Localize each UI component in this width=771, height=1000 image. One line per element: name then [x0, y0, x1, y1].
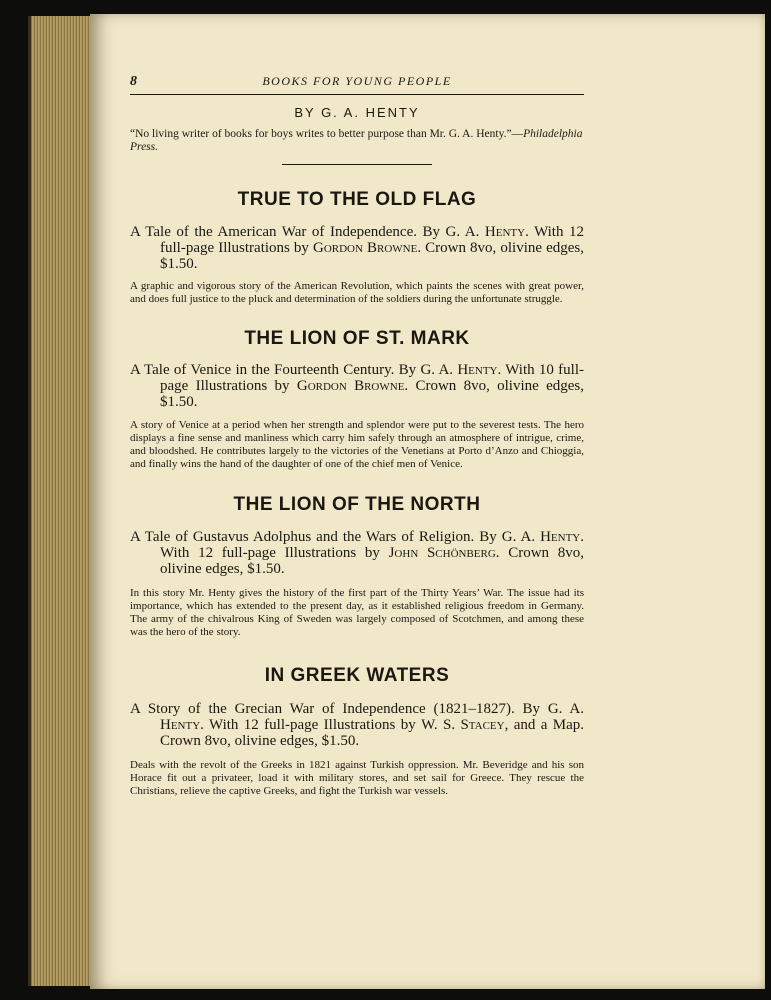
desc-text: A Tale of Gustavus Adolphus and the Wars of Religion. By [130, 529, 502, 545]
book-title: IN GREEK WATERS [264, 665, 450, 686]
desc-text: Crown 8vo, olivine edges, $1.50. [160, 378, 584, 410]
epigraph-source: Philadelphia Press. [130, 128, 583, 153]
book-description [130, 362, 584, 410]
desc-text: A Tale of the American War of Independence. By [130, 224, 446, 240]
book-description [130, 224, 584, 272]
header-rule [130, 94, 584, 95]
desc-text: and a Map. Crown 8vo, olivine edges, $1.50. [160, 717, 585, 749]
desc-text: Crown 8vo, olivine edges, $1.50. [160, 240, 584, 272]
illustrator-name: Gordon Browne. [313, 240, 422, 256]
desc-text: With 12 full-page Illustrations by [203, 717, 422, 733]
book-blurb: A story of Venice at a period when her strength and splendor were put to the severest tests. The hero displays a fine sense and manliness which carry him safely through an atmosphere of intrigue, crime, and bloodshed. He contributes largely to the victories of the Venetians at Porto d’Anzo and Chioggia, and finally wins the hand of the daughter of one of the chief men of Venice. [130, 419, 584, 470]
author-name: G. A. Henty. [420, 362, 502, 378]
book-description [130, 529, 584, 577]
running-head [130, 72, 584, 94]
book-blurb: Deals with the revolt of the Greeks in 1821 against Turkish oppression. Mr. Beveridge and his son Horace fit out a privateer, load it with military stores, and set sail for Greece. They rescue the Christians, relieve the captive Greeks, and fight the Turkish war vessels. [130, 759, 584, 797]
book-title: THE LION OF ST. MARK [244, 328, 470, 349]
desc-text: A Tale of Venice in the Fourteenth Century. By [130, 362, 421, 378]
desc-text: Crown 8vo, olivine edges, $1.50. [160, 545, 584, 577]
page-content [130, 72, 584, 798]
illustrator-name: W. S. Stacey, [421, 717, 509, 733]
desc-text: With 12 full-page Illustrations by [160, 545, 389, 561]
desc-text: With 12 full-page Illustrations by [160, 224, 584, 256]
book-description [130, 701, 584, 749]
epigraph-quote: “No living writer of books for boys writes to better purpose than Mr. G. A. Henty.”— [130, 128, 524, 140]
author-name: G. A. Henty. [160, 701, 584, 733]
author-heading: BY G. A. HENTY [294, 105, 420, 120]
book-title: THE LION OF THE NORTH [233, 494, 481, 515]
illustrator-name: Gordon Browne. [296, 378, 409, 394]
desc-text: With 10 full-page Illustrations by [160, 362, 585, 394]
book-title: TRUE TO THE OLD FLAG [237, 189, 477, 210]
running-title: BOOKS FOR YOUNG PEOPLE [262, 74, 452, 88]
illustrator-name: John Schönberg. [388, 545, 500, 561]
desc-text: A Story of the Grecian War of Independence (1821–1827). By [130, 701, 548, 717]
book-blurb: A graphic and vigorous story of the American Revolution, which paints the scenes with great power, and does full justice to the pluck and determination of the soldiers during the unfortunate struggle. [130, 280, 584, 305]
page-number: 8 [130, 74, 137, 89]
author-name: G. A. Henty. [501, 529, 584, 545]
author-name: G. A. Henty. [445, 224, 529, 240]
section-divider [282, 164, 432, 165]
epigraph [130, 128, 584, 154]
book-blurb: In this story Mr. Henty gives the history of the first part of the Thirty Years’ War. The issue had its importance, which has extended to the present day, as it established religious freedom in Germany. The army of the chivalrous King of Sweden was largely composed of Scotchmen, and among these was the hero of the story. [130, 587, 584, 638]
